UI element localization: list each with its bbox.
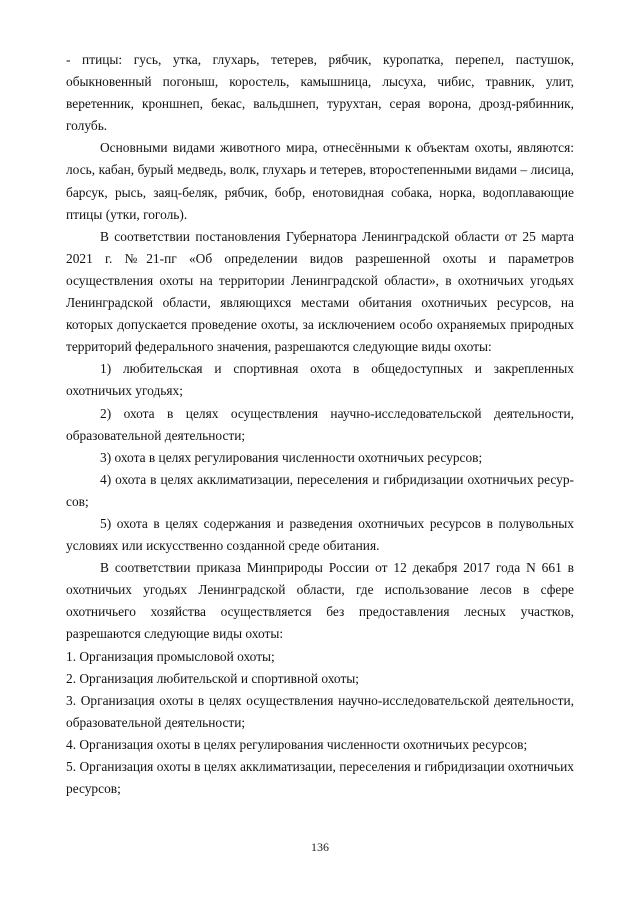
paragraph-main-species: Основными видами животного мира, отнесёнными к объектам охоты, являются: лось, кабан, бурый медведь, волк, глухарь и тетерев, второстепенными видами – лисица, барсук, рысь, заяц-беляк, рябчик, бобр, енотовидная собака, норка, водоплавающие птицы (утки, гоголь).: [66, 140, 574, 222]
list-item-hunting-type-4: 4) охота в целях акклиматизации, переселения и гибридизации охотничьих ресурсов;: [66, 471, 574, 509]
document-body: [66, 49, 574, 800]
page-number: 136: [311, 840, 329, 854]
list-item-hunting-type-1: 1) любительская и спортивная охота в общедоступных и закрепленных охотничьих угодьях;: [66, 361, 574, 399]
list-item-hunting-type-2: 2) охота в целях осуществления научно-исследовательской деятельности, образовательной деятельности;: [66, 405, 574, 443]
list-item-organization-1: 1. Организация промысловой охоты;: [66, 648, 275, 664]
paragraph-governor-decree: В соответствии постановления Губернатора Ленинградской области от 25 марта 2021 г. №21-пг «Об определении видов разрешенной охоты и параметров осуществления охоты на территории Ленинградской области», в охотничьих угодьях Ленинградской области, являющихся местами обитания охотничьих ресурсов, на которых допускается проведение охоты, за исключением особо охраняемых природных территорий федерального значения, разрешаются следующие виды охоты:: [66, 228, 574, 355]
list-item-hunting-type-5: 5) охота в целях содержания и разведения охотничьих ресурсов в полувольных условиях или искусственно созданной среде обитания.: [66, 515, 574, 554]
list-item-hunting-type-3: 3) охота в целях регулирования численности охотничьих ресурсов;: [100, 449, 483, 465]
paragraph-birds-list: - птицы: гусь, утка, глухарь, тетерев, рябчик, куропатка, перепел, пастушок, обыкновенный погоныш, коростель, камышница, лысуха, чибис, травник, улит, веретенник, кроншнеп, бекас, вальдшнеп, турухтан, серая ворона, дрозд-рябинник, голубь.: [66, 52, 574, 134]
paragraph-ministry-order: В соответствии приказа Минприроды России от 12 декабря 2017 года N 661 в охотничьих угодьях Ленинградской области, где использование лесов в сфере охотничьего хозяйства осуществляется без предоставления лесных участков, разрешаются следующие виды охоты:: [66, 560, 574, 642]
list-item-organization-4: 4. Организация охоты в целях регулирования численности охотничьих ресурсов;: [66, 736, 528, 752]
list-item-organization-2: 2. Организация любительской и спортивной охоты;: [66, 670, 360, 686]
list-item-organization-5: 5. Организация охоты в целях акклиматизации, переселения и гибридизации охотничьих ресурсов;: [66, 759, 574, 797]
list-item-organization-3: 3. Организация охоты в целях осуществления научно-исследовательской деятельности, образовательной деятельности;: [66, 692, 574, 730]
